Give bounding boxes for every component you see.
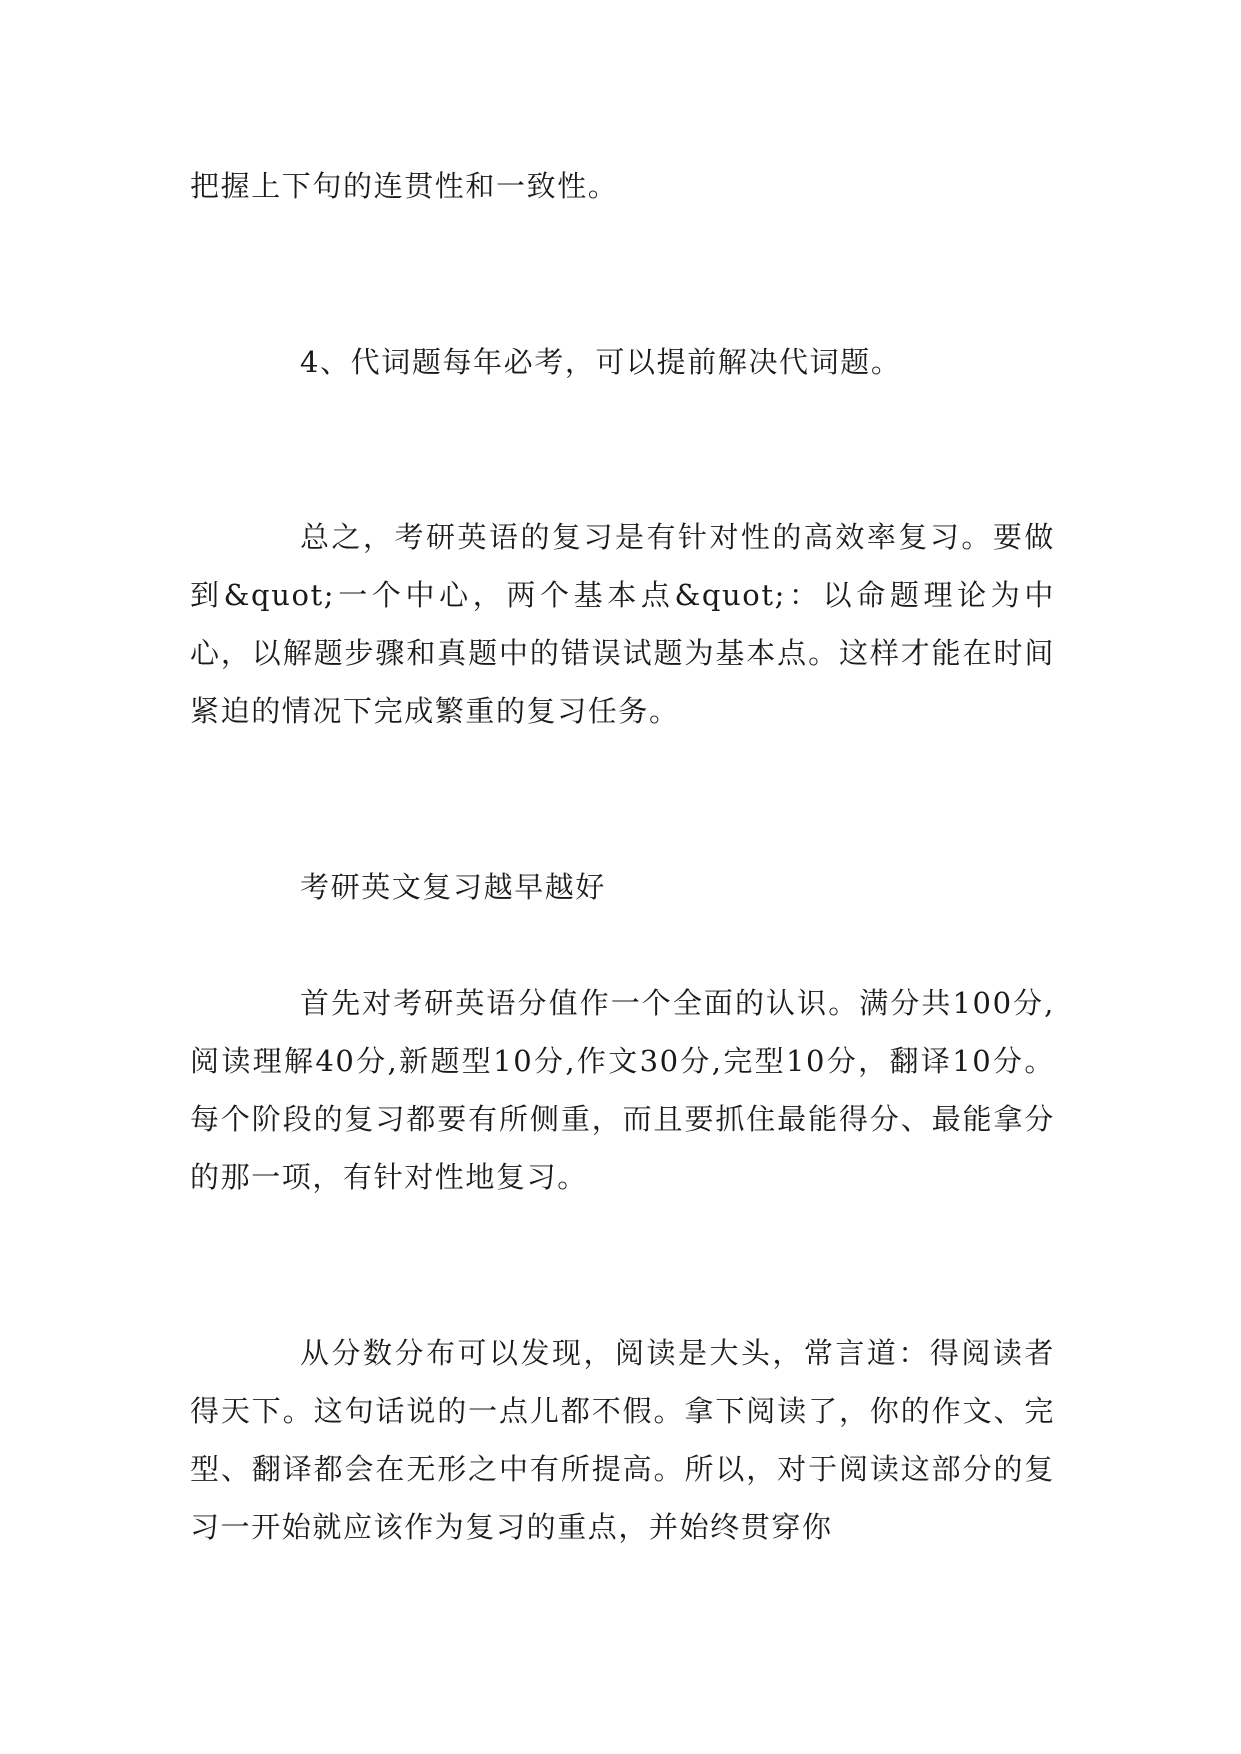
paragraph-score-overview: 首先对考研英语分值作一个全面的认识。满分共100分,阅读理解40分,新题型10分,作文30分,完型10分，翻译10分。每个阶段的复习都要有所侧重，而且要抓住最能得分、最能拿分的那一项，有针对性地复习。 — [190, 986, 1055, 1194]
paragraph-reading-focus: 从分数分布可以发现，阅读是大头，常言道：得阅读者得天下。这句话说的一点儿都不假。拿下阅读了，你的作文、完型、翻译都会在无形之中有所提高。所以，对于阅读这部分的复习一开始就应该作为复习的重点，并始终贯穿你 — [190, 1336, 1055, 1544]
paragraph-summary: 总之，考研英语的复习是有针对性的高效率复习。要做到&quot;一个中心，两个基本点&quot;：以命题理论为中心，以解题步骤和真题中的错误试题为基本点。这样才能在时间紧迫的情况下完成繁重的复习任务。 — [190, 520, 1055, 728]
paragraph-continuation: 把握上下句的连贯性和一致性。 — [190, 169, 619, 203]
paragraph-pronoun-tip: 4、代词题每年必考，可以提前解决代词题。 — [300, 345, 902, 379]
section-heading: 考研英文复习越早越好 — [300, 870, 607, 904]
